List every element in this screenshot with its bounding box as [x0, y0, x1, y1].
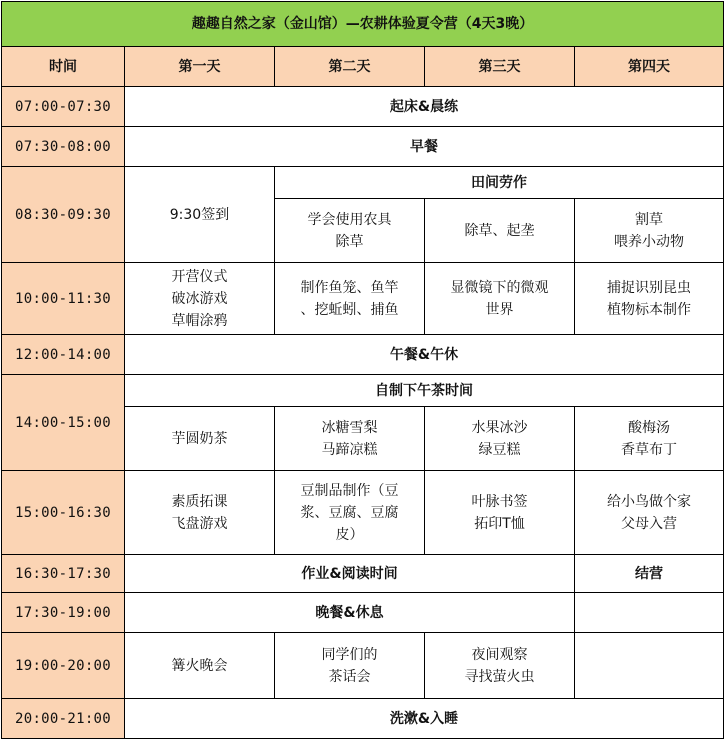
activity-day1: 素质拓课 飞盘游戏	[125, 471, 275, 555]
activity-day1-3: 作业&阅读时间	[125, 555, 575, 593]
activity-day2: 冰糖雪梨 马蹄凉糕	[275, 407, 425, 471]
activity-day3: 水果冰沙 绿豆糕	[425, 407, 575, 471]
row-1500	[2, 471, 724, 555]
activity-day4	[575, 633, 724, 699]
page-title: 趣趣自然之家（金山馆）—农耕体验夏令营（4天3晚）	[2, 2, 724, 47]
activity-day1: 开营仪式 破冰游戏 草帽涂鸦	[125, 263, 275, 335]
activity-day1: 芋圆奶茶	[125, 407, 275, 471]
activity-all-days: 起床&晨练	[125, 87, 724, 127]
time-cell: 17:30-19:00	[2, 593, 125, 633]
activity-all-days: 洗漱&入睡	[125, 699, 724, 739]
activity-day4: 割草 喂养小动物	[575, 199, 724, 263]
activity-day2: 豆制品制作（豆 浆、豆腐、豆腐 皮）	[275, 471, 425, 555]
activity-day4: 酸梅汤 香草布丁	[575, 407, 724, 471]
time-cell: 14:00-15:00	[2, 375, 125, 471]
activity-day4: 捕捉识别昆虫 植物标本制作	[575, 263, 724, 335]
time-cell: 08:30-09:30	[2, 167, 125, 263]
header-day3: 第三天	[425, 47, 575, 87]
activity-day2: 学会使用农具 除草	[275, 199, 425, 263]
activity-day4: 结营	[575, 555, 724, 593]
activity-day3: 显微镜下的微观 世界	[425, 263, 575, 335]
activity-day2: 制作鱼笼、鱼竿 、挖蚯蚓、捕鱼	[275, 263, 425, 335]
title-row	[2, 2, 724, 47]
header-day4: 第四天	[575, 47, 724, 87]
theme-cell: 田间劳作	[275, 167, 724, 199]
activity-day1: 篝火晚会	[125, 633, 275, 699]
time-cell: 07:30-08:00	[2, 127, 125, 167]
row-2000	[2, 699, 724, 739]
time-cell: 12:00-14:00	[2, 335, 125, 375]
time-cell: 19:00-20:00	[2, 633, 125, 699]
row-1200	[2, 335, 724, 375]
row-0730	[2, 127, 724, 167]
activity-day3: 夜间观察 寻找萤火虫	[425, 633, 575, 699]
activity-all-days: 早餐	[125, 127, 724, 167]
activity-day3: 叶脉书签 拓印T恤	[425, 471, 575, 555]
header-day2: 第二天	[275, 47, 425, 87]
row-1000	[2, 263, 724, 335]
schedule-table	[1, 1, 724, 739]
theme-cell: 自制下午茶时间	[125, 375, 724, 407]
activity-all-days: 午餐&午休	[125, 335, 724, 375]
activity-day4: 给小鸟做个家 父母入营	[575, 471, 724, 555]
row-1900	[2, 633, 724, 699]
activity-day3: 除草、起垄	[425, 199, 575, 263]
row-1400-theme	[2, 375, 724, 407]
activity-day1: 9:30签到	[125, 167, 275, 263]
row-1630	[2, 555, 724, 593]
time-cell: 20:00-21:00	[2, 699, 125, 739]
time-cell: 10:00-11:30	[2, 263, 125, 335]
time-cell: 15:00-16:30	[2, 471, 125, 555]
row-0700	[2, 87, 724, 127]
time-cell: 07:00-07:30	[2, 87, 125, 127]
header-day1: 第一天	[125, 47, 275, 87]
row-1730	[2, 593, 724, 633]
activity-day1-3: 晚餐&休息	[125, 593, 575, 633]
activity-day2: 同学们的 茶话会	[275, 633, 425, 699]
header-row	[2, 47, 724, 87]
header-time: 时间	[2, 47, 125, 87]
time-cell: 16:30-17:30	[2, 555, 125, 593]
row-0830-theme	[2, 167, 724, 199]
activity-day4	[575, 593, 724, 633]
